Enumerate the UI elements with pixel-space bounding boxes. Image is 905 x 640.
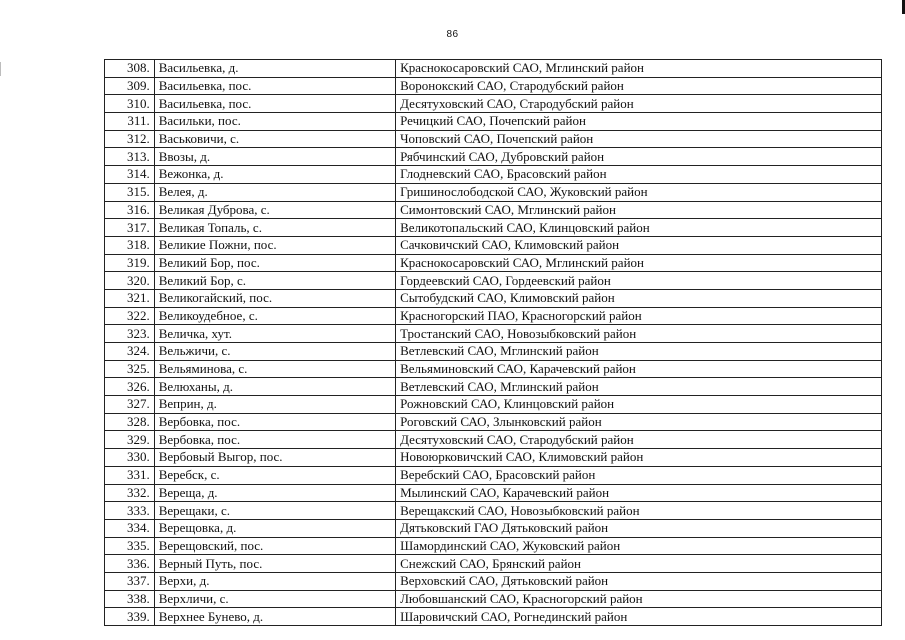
administrative-district-cell: Глодневский САО, Брасовский район [396,166,882,184]
table-row [105,590,882,608]
row-number-cell: 315. [105,183,155,201]
settlement-table-body [105,60,882,626]
table-row [105,484,882,502]
row-number-cell: 316. [105,201,155,219]
table-row [105,148,882,166]
administrative-district-cell: Гришинослободской САО, Жуковский район [396,183,882,201]
table-row [105,519,882,537]
settlement-name-cell: Вельжичи, с. [154,343,395,361]
administrative-district-cell: Гордеевский САО, Гордеевский район [396,272,882,290]
row-number-cell: 330. [105,449,155,467]
table-row [105,201,882,219]
table-row [105,236,882,254]
settlement-name-cell: Вельяминова, с. [154,360,395,378]
row-number-cell: 329. [105,431,155,449]
page-number: 86 [446,29,459,40]
administrative-district-cell: Роговский САО, Злынковский район [396,413,882,431]
settlement-name-cell: Вежонка, д. [154,166,395,184]
row-number-cell: 338. [105,590,155,608]
administrative-district-cell: Веребский САО, Брасовский район [396,466,882,484]
settlement-table [104,59,882,626]
administrative-district-cell: Сачковичский САО, Климовский район [396,236,882,254]
settlement-name-cell: Верный Путь, пос. [154,555,395,573]
row-number-cell: 326. [105,378,155,396]
table-row [105,343,882,361]
settlement-name-cell: Великая Дуброва, с. [154,201,395,219]
settlement-name-cell: Веребск, с. [154,466,395,484]
settlement-name-cell: Верхнее Бунево, д. [154,608,395,626]
administrative-district-cell: Тростанский САО, Новозыбковский район [396,325,882,343]
administrative-district-cell: Мылинский САО, Карачевский район [396,484,882,502]
administrative-district-cell: Дятьковский ГАО Дятьковский район [396,519,882,537]
administrative-district-cell: Речицкий САО, Почепский район [396,113,882,131]
administrative-district-cell: Ветлевский САО, Мглинский район [396,343,882,361]
administrative-district-cell: Шамординский САО, Жуковский район [396,537,882,555]
table-row [105,254,882,272]
table-row [105,537,882,555]
row-number-cell: 309. [105,77,155,95]
table-row [105,449,882,467]
row-number-cell: 333. [105,502,155,520]
row-number-cell: 335. [105,537,155,555]
table-row [105,113,882,131]
settlement-name-cell: Верхи, д. [154,572,395,590]
settlement-name-cell: Верещовка, д. [154,519,395,537]
settlement-name-cell: Велюханы, д. [154,378,395,396]
settlement-name-cell: Верещовский, пос. [154,537,395,555]
settlement-name-cell: Великие Пожни, пос. [154,236,395,254]
row-number-cell: 339. [105,608,155,626]
table-row [105,166,882,184]
table-row [105,95,882,113]
administrative-district-cell: Снежский САО, Брянский район [396,555,882,573]
row-number-cell: 314. [105,166,155,184]
settlement-name-cell: Величка, хут. [154,325,395,343]
table-row [105,219,882,237]
table-row [105,360,882,378]
table-row [105,502,882,520]
table-row [105,608,882,626]
table-row [105,289,882,307]
row-number-cell: 323. [105,325,155,343]
table-row [105,378,882,396]
table-row [105,572,882,590]
settlement-name-cell: Васильевка, д. [154,60,395,78]
table-row [105,466,882,484]
administrative-district-cell: Десятуховский САО, Стародубский район [396,95,882,113]
row-number-cell: 313. [105,148,155,166]
settlement-name-cell: Васильки, пос. [154,113,395,131]
row-number-cell: 334. [105,519,155,537]
row-number-cell: 311. [105,113,155,131]
settlement-name-cell: Васильевка, пос. [154,77,395,95]
administrative-district-cell: Краснокосаровский САО, Мглинский район [396,60,882,78]
table-row [105,60,882,78]
administrative-district-cell: Рябчинский САО, Дубровский район [396,148,882,166]
administrative-district-cell: Красногорский ПАО, Красногорский район [396,307,882,325]
administrative-district-cell: Верховский САО, Дятьковский район [396,572,882,590]
administrative-district-cell: Симонтовский САО, Мглинский район [396,201,882,219]
row-number-cell: 331. [105,466,155,484]
row-number-cell: 320. [105,272,155,290]
administrative-district-cell: Десятуховский САО, Стародубский район [396,431,882,449]
row-number-cell: 328. [105,413,155,431]
administrative-district-cell: Ветлевский САО, Мглинский район [396,378,882,396]
administrative-district-cell: Краснокосаровский САО, Мглинский район [396,254,882,272]
settlement-name-cell: Великогайский, пос. [154,289,395,307]
row-number-cell: 319. [105,254,155,272]
row-number-cell: 332. [105,484,155,502]
settlement-name-cell: Вербовка, пос. [154,413,395,431]
settlement-name-cell: Веприн, д. [154,396,395,414]
administrative-district-cell: Воронокский САО, Стародубский район [396,77,882,95]
administrative-district-cell: Великотопальский САО, Клинцовский район [396,219,882,237]
settlement-name-cell: Вербовый Выгор, пос. [154,449,395,467]
administrative-district-cell: Рожновский САО, Клинцовский район [396,396,882,414]
table-row [105,325,882,343]
administrative-district-cell: Любовшанский САО, Красногорский район [396,590,882,608]
settlement-name-cell: Вереща, д. [154,484,395,502]
settlement-name-cell: Вербовка, пос. [154,431,395,449]
row-number-cell: 312. [105,130,155,148]
table-row [105,77,882,95]
settlement-name-cell: Великий Бор, с. [154,272,395,290]
scan-side-mark [0,62,1,76]
row-number-cell: 321. [105,289,155,307]
row-number-cell: 322. [105,307,155,325]
row-number-cell: 324. [105,343,155,361]
row-number-cell: 308. [105,60,155,78]
settlement-name-cell: Васьковичи, с. [154,130,395,148]
table-row [105,183,882,201]
settlement-name-cell: Велея, д. [154,183,395,201]
settlement-name-cell: Васильевка, пос. [154,95,395,113]
row-number-cell: 317. [105,219,155,237]
settlement-name-cell: Великий Бор, пос. [154,254,395,272]
table-row [105,130,882,148]
row-number-cell: 325. [105,360,155,378]
row-number-cell: 337. [105,572,155,590]
settlement-name-cell: Великоудебное, с. [154,307,395,325]
table-row [105,431,882,449]
settlement-name-cell: Ввозы, д. [154,148,395,166]
settlement-name-cell: Верхличи, с. [154,590,395,608]
settlement-name-cell: Великая Топаль, с. [154,219,395,237]
settlement-name-cell: Верещаки, с. [154,502,395,520]
administrative-district-cell: Шаровичский САО, Рогнединский район [396,608,882,626]
table-row [105,555,882,573]
row-number-cell: 327. [105,396,155,414]
table-row [105,413,882,431]
row-number-cell: 318. [105,236,155,254]
table-row [105,307,882,325]
administrative-district-cell: Сытобудский САО, Климовский район [396,289,882,307]
administrative-district-cell: Чоповский САО, Почепский район [396,130,882,148]
table-row [105,272,882,290]
administrative-district-cell: Верещакский САО, Новозыбковский район [396,502,882,520]
administrative-district-cell: Новоюрковичский САО, Климовский район [396,449,882,467]
row-number-cell: 336. [105,555,155,573]
row-number-cell: 310. [105,95,155,113]
administrative-district-cell: Вельяминовский САО, Карачевский район [396,360,882,378]
table-row [105,396,882,414]
